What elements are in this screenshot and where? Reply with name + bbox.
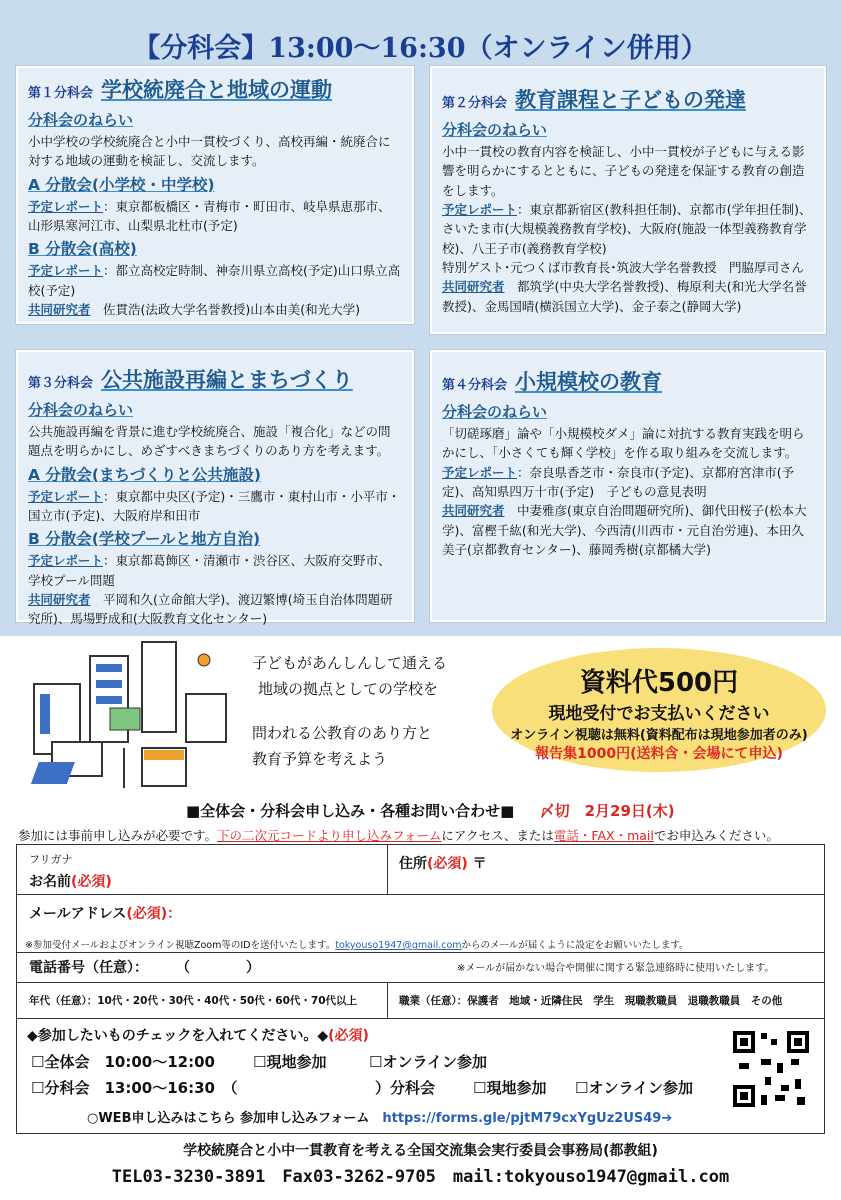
required-mark: (必須)： xyxy=(126,906,182,922)
group-b-reports xyxy=(28,551,402,590)
researcher-text: 平岡和久(立命館大学)、渡辺繁博(埼玉自治体問題研究所)、馬場野成和(大阪教育文化センター) xyxy=(28,592,393,627)
age-field[interactable]: 年代（任意）：10代・20代・30代・40代・50代・60代・70代以上 xyxy=(29,995,358,1007)
group-a-heading: A 分散会(まちづくりと公共施設) xyxy=(28,465,261,484)
group-b-heading: B 分散会(高校) xyxy=(28,240,137,259)
group-a-reports xyxy=(28,487,402,526)
researchers xyxy=(28,300,402,319)
report-text: ：東京都板橋区・青梅市・町田市、岐阜県恵那市、山形県寒河江市、山梨県北杜市(予定) xyxy=(28,198,391,233)
name-label: お名前 xyxy=(29,874,71,890)
message-line: 教育予算を考えよう xyxy=(252,750,388,768)
message-block xyxy=(252,650,447,772)
plenary-online-checkbox[interactable]: ☐オンライン参加 xyxy=(369,1053,487,1071)
form-link-text[interactable]: 下の二次元コードより申し込みフォーム xyxy=(217,828,442,843)
required-mark: (必須) xyxy=(71,874,112,890)
fee-line: 現地受付でお支払いください xyxy=(548,704,770,724)
apply-title-row xyxy=(186,800,675,821)
session-title: 学校統廃合と地域の運動 xyxy=(101,78,333,102)
email-note: ※参加受付メールおよびオンライン視聴Zoom等のIDを送付いたします。 xyxy=(25,940,336,951)
session-number: 第２分科会 xyxy=(442,96,508,111)
apply-note xyxy=(18,826,779,844)
session-number: 第３分科会 xyxy=(28,376,94,391)
note-text: でお申込みください。 xyxy=(653,828,779,843)
report-text: ：都立高校定時制、神奈川県立高校(予定)山口県立高校(予定) xyxy=(28,263,401,298)
researchers xyxy=(28,590,402,629)
name-address-row xyxy=(17,845,824,895)
aim-heading: 分科会のねらい xyxy=(28,400,134,419)
email-address[interactable]: tokyouso1947@gmail.com xyxy=(335,940,462,951)
report-text: ：東京都新宿区(教科担任制)、京都市(学年担任制)、さいたま市(大規模義務教育学校)、大阪府(施設一体型義務教育学校)、八王子市(義務教育学校) xyxy=(442,201,812,256)
phone-note: ※メールが届かない場合や開催に関する緊急連絡時に使用いたします。 xyxy=(457,963,775,974)
email-row[interactable] xyxy=(17,895,824,953)
reports xyxy=(442,463,814,502)
message-line: 地域の拠点としての学校を xyxy=(258,680,439,698)
session-checkbox[interactable]: ☐分科会 13:00～16:30 （ xyxy=(31,1079,238,1097)
session-3-panel xyxy=(16,350,414,627)
address-field[interactable] xyxy=(399,853,487,873)
fee-line-red: 報告集1000円(送料含・会場にて申込) xyxy=(535,746,783,762)
researcher-text: 中妻雅彦(東京自治問題研究所)、御代田桜子(松本大学)、富樫千紘(和光大学)、今西清(川西市・元自治労連)、本田久美子(京都教育センター)、藤岡秀樹(京都橘大学) xyxy=(442,503,807,558)
deadline: 〆切 2月29日(木) xyxy=(539,802,675,820)
application-form xyxy=(16,844,825,1134)
session-4-panel xyxy=(430,350,826,622)
report-label: 予定レポート xyxy=(28,553,104,569)
town-illustration xyxy=(14,638,244,798)
fee-oval xyxy=(492,648,826,772)
session-number-field[interactable]: ）分科会 xyxy=(375,1079,436,1097)
postal-mark: 〒 xyxy=(472,856,487,872)
session-number: 第４分科会 xyxy=(442,378,508,393)
session-number: 第１分科会 xyxy=(28,86,94,101)
researcher-label: 共同研究者 xyxy=(442,503,505,519)
check-section xyxy=(17,1019,824,1135)
apply-title: ■全体会・分科会申し込み・各種お問い合わせ■ xyxy=(186,802,515,820)
aim-text: 「切磋琢磨」論や「小規模校ダメ」論に対抗する教育実践を明らかにし、「小さくても輝く学校」を作る取り組みを交流します。 xyxy=(442,425,805,461)
reports xyxy=(442,200,814,258)
plenary-checkbox[interactable]: ☐全体会 10:00～12:00 xyxy=(31,1053,215,1071)
form-url-link[interactable]: https://forms.gle/pjtM79cxYgUz2US49➔ xyxy=(382,1111,673,1126)
contact-line: TEL03-3230-3891 Fax03-3262-9705 mail:tokyouso1947@gmail.com xyxy=(111,1167,730,1187)
message-line: 子どもがあんしんして通える xyxy=(252,654,448,672)
researchers xyxy=(442,277,814,316)
program-title: 【分科会】13:00～16:30（オンライン併用） xyxy=(133,33,708,64)
report-text: ：東京都葛飾区・清瀬市・渋谷区、大阪府交野市、学校プール問題 xyxy=(28,553,391,588)
session-1-panel xyxy=(16,66,414,324)
researcher-label: 共同研究者 xyxy=(28,592,91,608)
aim-heading: 分科会のねらい xyxy=(442,402,548,421)
name-field[interactable] xyxy=(29,871,112,891)
aim-heading: 分科会のねらい xyxy=(28,110,134,129)
age-job-row xyxy=(17,983,824,1019)
contact-link-text[interactable]: 電話・FAX・mail xyxy=(553,828,654,843)
researcher-text: 都筑学(中央大学名誉教授)、梅原利夫(和光大学名誉教授)、金馬国晴(横浜国立大学)、金子泰之(静岡大学) xyxy=(442,279,807,314)
aim-text: 小中一貫校の教育内容を検証し、小中一貫校が子どもに与える影響を明らかにするとともに、子どもの発達を保証する教育の創造をします。 xyxy=(442,143,805,198)
check-heading: ◆参加したいものチェックを入れてください。◆ xyxy=(27,1028,329,1044)
aim-text: 公共施設再編を背景に進む学校統廃合、施設「複合化」などの問題点を明らかにし、めざすべきまちづくりのあり方を考えます。 xyxy=(28,423,391,459)
fee-main: 資料代500円 xyxy=(579,668,739,698)
note-text: 参加には事前申し込みが必要です。 xyxy=(18,828,218,843)
qr-code[interactable] xyxy=(731,1029,811,1109)
report-label: 予定レポート xyxy=(28,263,104,279)
report-label: 予定レポート xyxy=(442,464,518,480)
address-label: 住所 xyxy=(399,856,427,872)
report-label: 予定レポート xyxy=(442,201,518,217)
plenary-onsite-checkbox[interactable]: ☐現地参加 xyxy=(253,1053,327,1071)
report-text: ：奈良県香芝市・奈良市(予定)、京都府宮津市(予定)、高知県四万十市(予定) 子どもの意見表明 xyxy=(442,464,795,499)
report-label: 予定レポート xyxy=(28,198,104,214)
email-label: メールアドレス xyxy=(29,906,127,922)
job-field[interactable]: 職業（任意）：保護者 地域・近隣住民 学生 現職教職員 退職教職員 その他 xyxy=(399,995,783,1007)
session-2-panel xyxy=(430,66,826,334)
session-onsite-checkbox[interactable]: ☐現地参加 xyxy=(473,1079,547,1097)
researchers xyxy=(442,501,814,559)
fee-line: オンライン視聴は無料(資料配布は現地参加者のみ) xyxy=(510,728,808,743)
email-note: からのメールが届くように設定をお願いいたします。 xyxy=(461,940,689,951)
group-a-reports xyxy=(28,197,402,236)
group-b-reports xyxy=(28,261,402,300)
session-title: 教育課程と子どもの発達 xyxy=(515,88,747,112)
required-mark: (必須) xyxy=(328,1028,369,1044)
group-a-heading: A 分散会(小学校・中学校) xyxy=(28,175,215,194)
researcher-label: 共同研究者 xyxy=(442,279,505,295)
session-title: 公共施設再編とまちづくり xyxy=(101,368,353,392)
special-guest: 特別ゲスト･元つくば市教育長･筑波大学名誉教授 門脇厚司さん xyxy=(442,260,805,276)
report-text: ：東京都中央区(予定)・三鷹市・東村山市・小平市・国立市(予定)、大阪府岸和田市 xyxy=(28,488,401,523)
message-line: 問われる公教育のあり方と xyxy=(252,724,433,742)
organizer: 学校統廃合と小中一貫教育を考える全国交流集会実行委員会事務局(都教組) xyxy=(183,1143,658,1159)
aim-heading: 分科会のねらい xyxy=(442,120,548,139)
session-online-checkbox[interactable]: ☐オンライン参加 xyxy=(575,1079,693,1097)
group-b-heading: B 分散会(学校プールと地方自治) xyxy=(28,530,261,549)
aim-text: 小中学校の学校統廃合と小中一貫校づくり、高校再編・統廃合に対する地域の運動を検証し、交流します。 xyxy=(28,133,391,169)
furigana-label: フリガナ xyxy=(29,853,73,866)
report-label: 予定レポート xyxy=(28,488,104,504)
session-title: 小規模校の教育 xyxy=(515,370,663,394)
phone-label: 電話番号（任意）： （ ） xyxy=(29,960,260,976)
researcher-label: 共同研究者 xyxy=(28,302,91,318)
researcher-text: 佐貫浩(法政大学名誉教授)山本由美(和光大学) xyxy=(103,302,361,318)
note-text: にアクセス、または xyxy=(441,828,554,843)
phone-row[interactable] xyxy=(17,953,824,983)
web-apply-label: ○WEB申し込みはこちら 参加申し込みフォーム xyxy=(87,1111,370,1126)
required-mark: (必須) xyxy=(427,856,468,872)
